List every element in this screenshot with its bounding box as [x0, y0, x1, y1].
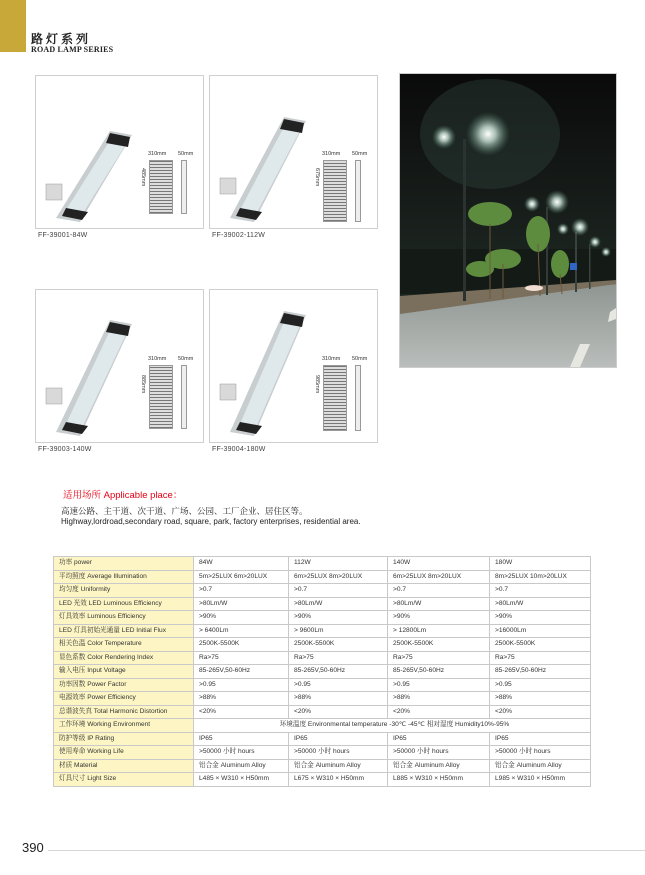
spec-value: 84W	[194, 557, 289, 571]
page-number: 390	[22, 840, 44, 855]
spec-value: >88%	[388, 692, 490, 706]
led-street-lamp-image	[44, 127, 144, 222]
spec-value: 2500K-5500K	[289, 638, 388, 652]
spec-value: >80Lm/W	[289, 597, 388, 611]
width-dimension: 310mm	[322, 151, 341, 157]
spec-value: >50000 小时 hours	[388, 746, 490, 760]
spec-value: > 6400Lm	[194, 624, 289, 638]
spec-value: >0.95	[490, 678, 591, 692]
spec-value: IP65	[388, 732, 490, 746]
spec-value: > 12800Lm	[388, 624, 490, 638]
width-dimension: 310mm	[148, 356, 167, 362]
spec-label: 显色系数 Color Rendering Index	[54, 651, 194, 665]
spec-value: L675 × W310 × H50mm	[289, 773, 388, 787]
table-row	[54, 759, 591, 773]
spec-value: 140W	[388, 557, 490, 571]
spec-value: Ra>75	[289, 651, 388, 665]
street-night-photo	[399, 73, 617, 368]
depth-dimension: 50mm	[178, 356, 194, 362]
spec-value: 铝合金 Aluminum Alloy	[490, 759, 591, 773]
spec-value: >0.95	[388, 678, 490, 692]
panel-front-diagram	[149, 160, 173, 214]
width-dimension: 310mm	[322, 356, 341, 362]
spec-value: 6m>25LUX 8m>20LUX	[388, 570, 490, 584]
spec-label: 均匀度 Uniformity	[54, 584, 194, 598]
table-row	[54, 665, 591, 679]
spec-value: >80Lm/W	[194, 597, 289, 611]
table-row	[54, 638, 591, 652]
panel-side-diagram	[181, 160, 187, 214]
accent-bar	[0, 0, 26, 52]
spec-label: 灯具尺寸 Light Size	[54, 773, 194, 787]
spec-value: 85-265V,50-60Hz	[490, 665, 591, 679]
led-street-lamp-image	[218, 307, 318, 436]
spec-value: >0.95	[194, 678, 289, 692]
product-image-box	[35, 289, 204, 443]
led-street-lamp-image	[218, 113, 318, 222]
table-row	[54, 692, 591, 706]
spec-value: >50000 小时 hours	[289, 746, 388, 760]
spec-value: Ra>75	[388, 651, 490, 665]
spec-value: 铝合金 Aluminum Alloy	[194, 759, 289, 773]
table-row	[54, 678, 591, 692]
spec-value: 85-265V,50-60Hz	[194, 665, 289, 679]
spec-label: 电源效率 Power Efficiency	[54, 692, 194, 706]
depth-dimension: 50mm	[352, 151, 368, 157]
spec-value: >90%	[194, 611, 289, 625]
table-row	[54, 557, 591, 571]
panel-front-diagram	[323, 160, 347, 222]
spec-table	[53, 556, 591, 787]
spec-value: IP65	[194, 732, 289, 746]
table-row	[54, 651, 591, 665]
product-image-box	[209, 289, 378, 443]
spec-label: 相关色温 Color Temperature	[54, 638, 194, 652]
spec-label: 总谐波失真 Total Harmonic Distortion	[54, 705, 194, 719]
spec-value: >80Lm/W	[388, 597, 490, 611]
spec-value: >88%	[289, 692, 388, 706]
spec-label: LED 光效 LED Luminous Efficiency	[54, 597, 194, 611]
spec-value: IP65	[289, 732, 388, 746]
table-row	[54, 719, 591, 733]
spec-value: 2500K-5500K	[194, 638, 289, 652]
spec-value: >16000Lm	[490, 624, 591, 638]
length-dimension: 885mm	[140, 375, 146, 394]
spec-label: 输入电压 Input Voltage	[54, 665, 194, 679]
product-caption: FF-39001-84W	[38, 232, 88, 239]
panel-side-diagram	[181, 365, 187, 429]
spec-value: >0.7	[490, 584, 591, 598]
spec-value: L885 × W310 × H50mm	[388, 773, 490, 787]
spec-value: >90%	[490, 611, 591, 625]
spec-label: 防护等级 IP Rating	[54, 732, 194, 746]
spec-value: 铝合金 Aluminum Alloy	[289, 759, 388, 773]
product-caption: FF-39004-180W	[212, 446, 266, 453]
table-row	[54, 611, 591, 625]
product-caption: FF-39003-140W	[38, 446, 92, 453]
spec-label: 平均照度 Average Illumination	[54, 570, 194, 584]
panel-front-diagram	[149, 365, 173, 429]
spec-value: >50000 小时 hours	[194, 746, 289, 760]
depth-dimension: 50mm	[352, 356, 368, 362]
panel-side-diagram	[355, 160, 361, 222]
spec-value: 铝合金 Aluminum Alloy	[388, 759, 490, 773]
spec-value: >88%	[490, 692, 591, 706]
spec-value: 环境温度 Environmental temperature -30℃ -45℃ 相对湿度 Humidity10%-95%	[194, 719, 591, 733]
spec-label: 功率因数 Power Factor	[54, 678, 194, 692]
product-image-box	[35, 75, 204, 229]
spec-value: >0.7	[388, 584, 490, 598]
spec-value: 85-265V,50-60Hz	[289, 665, 388, 679]
table-row	[54, 746, 591, 760]
panel-front-diagram	[323, 365, 347, 431]
applicable-place-en: Highway,lordroad,secondary road, square, park, factory enterprises, residential area.	[61, 517, 361, 526]
spec-value: > 9600Lm	[289, 624, 388, 638]
spec-value: 112W	[289, 557, 388, 571]
depth-dimension: 50mm	[178, 151, 194, 157]
length-dimension: 485mm	[140, 168, 146, 187]
spec-label: 灯具效率 Luminous Efficiency	[54, 611, 194, 625]
table-row	[54, 597, 591, 611]
led-street-lamp-image	[44, 316, 144, 436]
spec-value: >80Lm/W	[490, 597, 591, 611]
spec-value: <20%	[388, 705, 490, 719]
spec-value: IP65	[490, 732, 591, 746]
length-dimension: 985mm	[314, 375, 320, 394]
product-image-box	[209, 75, 378, 229]
spec-value: >0.95	[289, 678, 388, 692]
spec-value: 5m>25LUX 6m>20LUX	[194, 570, 289, 584]
table-row	[54, 705, 591, 719]
applicable-place-cn: 高速公路、主干道、次干道、广场、公园、工厂企业、居住区等。	[61, 506, 308, 516]
spec-label: LED 灯具初始光通量 LED Initial Flux	[54, 624, 194, 638]
spec-value: L985 × W310 × H50mm	[490, 773, 591, 787]
product-caption: FF-39002-112W	[212, 232, 266, 239]
spec-value: >50000 小时 hours	[490, 746, 591, 760]
table-row	[54, 624, 591, 638]
page-title-en: ROAD LAMP SERIES	[31, 45, 114, 54]
spec-label: 功率 power	[54, 557, 194, 571]
spec-value: 85-265V,50-60Hz	[388, 665, 490, 679]
spec-value: 180W	[490, 557, 591, 571]
spec-value: Ra>75	[490, 651, 591, 665]
spec-label: 使用寿命 Working Life	[54, 746, 194, 760]
spec-value: L485 × W310 × H50mm	[194, 773, 289, 787]
spec-value: >0.7	[194, 584, 289, 598]
spec-value: <20%	[194, 705, 289, 719]
spec-value: >88%	[194, 692, 289, 706]
table-row	[54, 584, 591, 598]
page-title-cn: 路灯系列	[31, 32, 92, 46]
spec-value: >90%	[388, 611, 490, 625]
spec-value: 2500K-5500K	[388, 638, 490, 652]
length-dimension: 675mm	[314, 168, 320, 187]
table-row	[54, 732, 591, 746]
spec-value: >0.7	[289, 584, 388, 598]
spec-value: 8m>25LUX 10m>20LUX	[490, 570, 591, 584]
spec-value: >90%	[289, 611, 388, 625]
panel-side-diagram	[355, 365, 361, 431]
spec-label: 工作环境 Working Environment	[54, 719, 194, 733]
table-row	[54, 773, 591, 787]
spec-value: <20%	[289, 705, 388, 719]
spec-value: Ra>75	[194, 651, 289, 665]
spec-value: <20%	[490, 705, 591, 719]
spec-label: 材质 Material	[54, 759, 194, 773]
applicable-place-title: 适用场所 Applicable place：	[63, 490, 183, 501]
footer-rule	[48, 850, 645, 851]
spec-value: 6m>25LUX 8m>20LUX	[289, 570, 388, 584]
spec-value: 2500K-5500K	[490, 638, 591, 652]
width-dimension: 310mm	[148, 151, 167, 157]
table-row	[54, 570, 591, 584]
